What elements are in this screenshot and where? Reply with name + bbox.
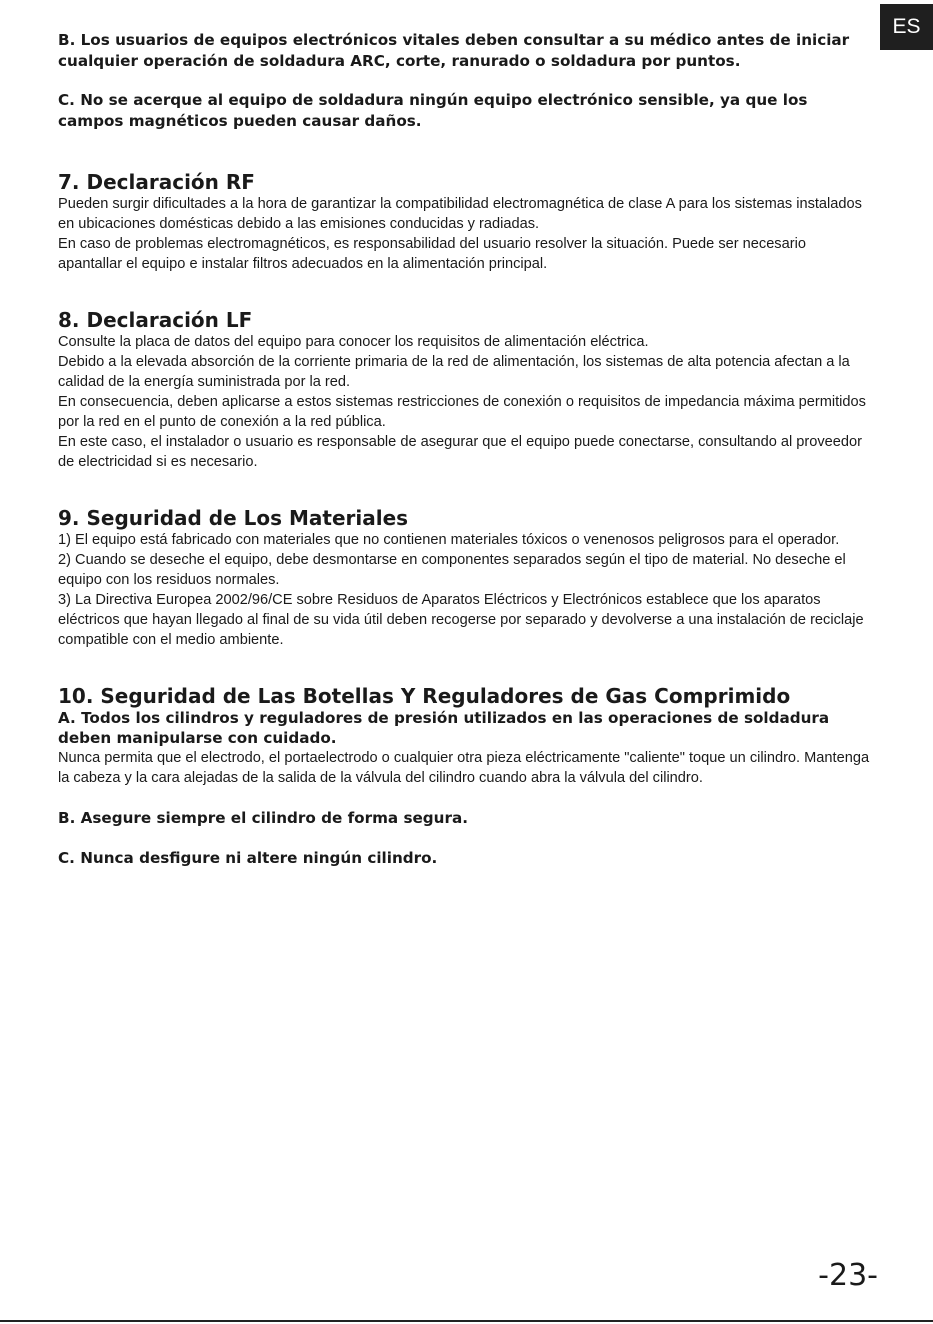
section-gas: [58, 684, 873, 868]
section-materials-title: 9. Seguridad de Los Materiales: [58, 506, 409, 530]
section-gas-title: 10. Seguridad de Las Botellas Y Reguladores de Gas Comprimido: [58, 684, 791, 708]
section-materials-paragraph: 1) El equipo está fabricado con materiales que no contienen materiales tóxicos o venenosos peligrosos para el operador.: [58, 532, 840, 548]
section-rf-paragraph: En caso de problemas electromagnéticos, es responsabilidad del usuario resolver la situación. Puede ser necesario apantallar el equipo e instalar filtros adecuados en la alimentación principal.: [58, 236, 806, 272]
section-lf-paragraph: En consecuencia, deben aplicarse a estos sistemas restricciones de conexión o requisitos de impedancia máxima permitidos por la red en el punto de conexión a la red pública.: [58, 394, 866, 430]
section-materials-paragraph: 3) La Directiva Europea 2002/96/CE sobre Residuos de Aparatos Eléctricos y Electrónicos establece que los aparatos eléctricos que hayan llegado al final de su vida útil deben recogerse por separado y devolverse a una instalación de reciclaje compatible con el medio ambiente.: [58, 592, 864, 648]
section-gas-a-body: Nunca permita que el electrodo, el portaelectrodo o cualquier otra pieza eléctricamente "caliente" toque un cilindro. Mantenga la cabeza y la cara alejadas de la salida de la válvula del cilindro cuando abra la válvula del cilindro.: [58, 750, 870, 786]
section-materials: [58, 506, 873, 650]
warning-b: B. Los usuarios de equipos electrónicos vitales deben consultar a su médico antes de iniciar cualquier operación de soldadura ARC, corte, ranurado o soldadura por puntos.: [58, 31, 850, 70]
section-gas-b: B. Asegure siempre el cilindro de forma segura.: [58, 809, 469, 827]
section-gas-a-heading: A. Todos los cilindros y reguladores de presión utilizados en las operaciones de soldadura deben manipularse con cuidado.: [58, 709, 830, 747]
bottom-divider: [0, 1320, 933, 1322]
section-rf-title: 7. Declaración RF: [58, 170, 255, 194]
page-content: [58, 30, 873, 868]
section-gas-c: C. Nunca desfigure ni altere ningún cilindro.: [58, 849, 438, 867]
page-number: -23-: [818, 1258, 878, 1293]
language-tab: ES: [880, 4, 933, 50]
section-lf: [58, 308, 873, 472]
section-lf-paragraph: En este caso, el instalador o usuario es responsable de asegurar que el equipo puede conectarse, consultando al proveedor de electricidad si es necesario.: [58, 434, 863, 470]
section-materials-paragraph: 2) Cuando se deseche el equipo, debe desmontarse en componentes separados según el tipo de material. No deseche el equipo con los residuos normales.: [58, 552, 846, 588]
warning-c: C. No se acerque al equipo de soldadura ningún equipo electrónico sensible, ya que los campos magnéticos pueden causar daños.: [58, 91, 808, 130]
section-rf-paragraph: Pueden surgir dificultades a la hora de garantizar la compatibilidad electromagnética de clase A para los sistemas instalados en ubicaciones domésticas debido a las emisiones conducidas y radiadas.: [58, 196, 862, 232]
section-lf-paragraph: Debido a la elevada absorción de la corriente primaria de la red de alimentación, los sistemas de alta potencia afectan a la calidad de la energía suministrada por la red.: [58, 354, 850, 390]
section-lf-title: 8. Declaración LF: [58, 308, 253, 332]
section-lf-paragraph: Consulte la placa de datos del equipo para conocer los requisitos de alimentación eléctrica.: [58, 334, 649, 350]
section-rf: [58, 170, 873, 274]
